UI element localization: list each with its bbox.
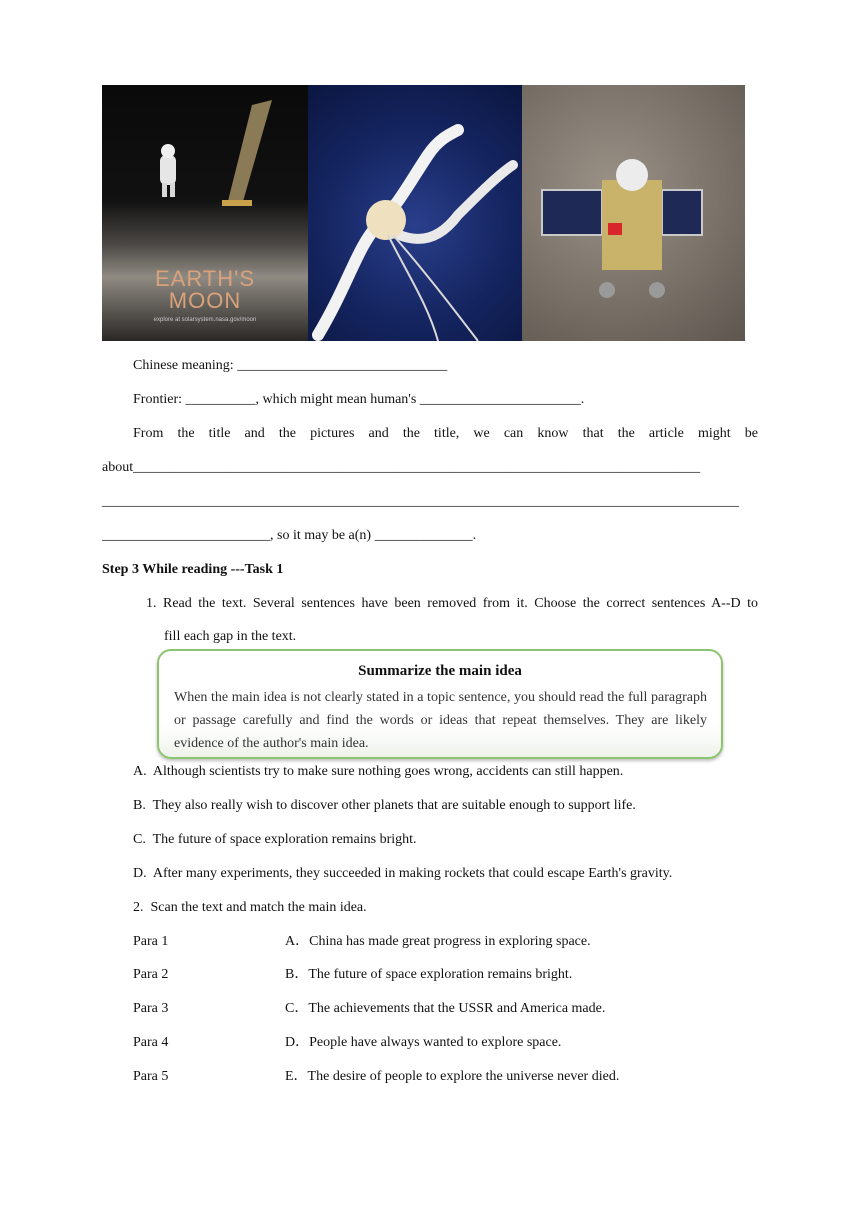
text-type-line: ________________________, so it may be a(n) ______________. <box>102 528 477 543</box>
task1-instruction: 1. Read the text. Several sentences have been removed from it. Choose the correct sentences A--D to <box>146 596 758 611</box>
smoke-plume <box>308 85 522 341</box>
summarize-tip-box <box>157 649 723 759</box>
para-label: Para 4 <box>133 1035 169 1050</box>
earths-moon-poster-image <box>102 85 308 341</box>
lunar-rover-image <box>522 85 745 341</box>
option-c: C. The future of space exploration remains bright. <box>133 832 417 847</box>
main-idea-option: B．The future of space exploration remains bright. <box>285 967 573 982</box>
task2-instruction: 2. Scan the text and match the main idea. <box>133 900 367 915</box>
option-b: B. They also really wish to discover other planets that are suitable enough to support life. <box>133 798 636 813</box>
answer-blank-line: ___________________________________________________________________________________________ <box>102 494 739 509</box>
main-idea-option: E．The desire of people to explore the universe never died. <box>285 1069 620 1084</box>
main-idea-option: D．People have always wanted to explore space. <box>285 1035 562 1050</box>
step3-heading: Step 3 While reading ---Task 1 <box>102 562 284 577</box>
para-label: Para 2 <box>133 967 169 982</box>
task1-instruction-continued: fill each gap in the text. <box>164 629 297 644</box>
tip-title: Summarize the main idea <box>358 663 522 679</box>
picture-strip <box>102 85 745 341</box>
main-idea-option: A．China has made great progress in exploring space. <box>285 934 591 949</box>
main-idea-option: C．The achievements that the USSR and America made. <box>285 1001 606 1016</box>
shuttle-explosion-image <box>308 85 522 341</box>
poster-subtitle: explore at solarsystem.nasa.gov/moon <box>153 317 257 323</box>
prediction-line: From the title and the pictures and the title, we can know that the article might be <box>133 426 758 441</box>
option-a: A. Although scientists try to make sure nothing goes wrong, accidents can still happen. <box>133 764 624 779</box>
poster-title: EARTH'S MOON <box>154 266 256 313</box>
para-label: Para 3 <box>133 1001 169 1016</box>
para-label: Para 5 <box>133 1069 169 1084</box>
about-line: about_________________________________________________________________________________ <box>102 460 701 475</box>
chinese-meaning-line: Chinese meaning: ______________________________ <box>133 358 448 373</box>
tip-body: When the main idea is not clearly stated in a topic sentence, you should read the full paragraph or passage carefully and find the words or ideas that repeat themselves. They are likely evidence of the author's main idea. <box>174 690 707 751</box>
rover-scene <box>522 85 745 341</box>
option-d: D. After many experiments, they succeeded in making rockets that could escape Earth's gravity. <box>133 866 673 881</box>
para-label: Para 1 <box>133 934 169 949</box>
frontier-line: Frontier: __________, which might mean human's _______________________. <box>133 392 585 407</box>
